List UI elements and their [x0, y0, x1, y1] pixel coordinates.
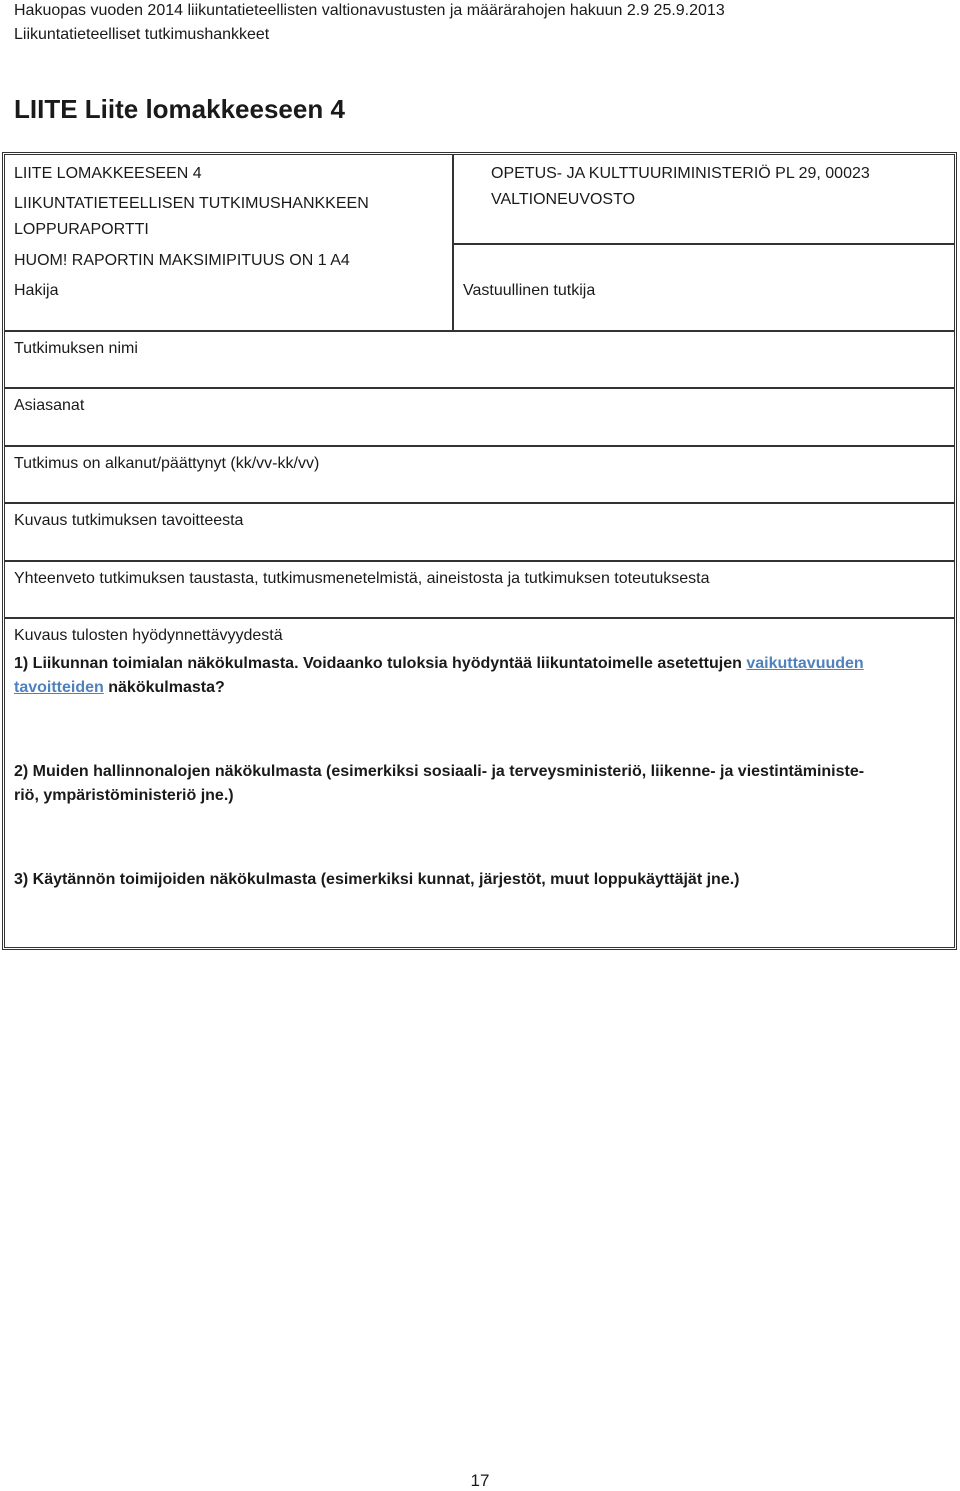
recipient-address-line2: VALTIONEUVOSTO — [491, 191, 636, 208]
summary-field[interactable]: Yhteenveto tutkimuksen taustasta, tutkimusmenetelmistä, aineistosta ja tutkimuksen toteutuksesta — [14, 570, 710, 587]
responsible-researcher-field[interactable]: Vastuullinen tutkija — [463, 282, 596, 299]
row-divider — [5, 387, 955, 389]
research-name-field[interactable]: Tutkimuksen nimi — [14, 340, 138, 357]
form-reference-label: LIITE LOMAKKEESEEN 4 — [14, 165, 202, 182]
question-1-line2 — [14, 679, 225, 697]
running-header-title: Hakuopas vuoden 2014 liikuntatieteellisten valtionavustusten ja määrärahojen hakuun 2.9 25.9.2013 — [14, 2, 725, 19]
goals-link[interactable]: tavoitteiden — [14, 679, 104, 696]
max-length-note: HUOM! RAPORTIN MAKSIMIPITUUS ON 1 A4 — [14, 252, 350, 269]
row-divider — [5, 502, 955, 504]
page-title: LIITE Liite lomakkeeseen 4 — [14, 94, 345, 124]
row-divider — [5, 560, 955, 562]
row-divider — [5, 445, 955, 447]
form-type-label: LOPPURAPORTTI — [14, 221, 149, 238]
effectiveness-link[interactable]: vaikuttavuuden — [746, 655, 864, 672]
goal-description-field[interactable]: Kuvaus tutkimuksen tavoitteesta — [14, 512, 244, 529]
keywords-field[interactable]: Asiasanat — [14, 397, 85, 414]
row-divider — [5, 330, 955, 332]
page-number: 17 — [470, 1471, 490, 1490]
question-2-line2: riö, ympäristöministeriö jne.) — [14, 787, 234, 804]
usefulness-heading: Kuvaus tulosten hyödynnettävyydestä — [14, 627, 283, 644]
recipient-box-divider — [452, 243, 955, 245]
research-dates-field[interactable]: Tutkimus on alkanut/päättynyt (kk/vv-kk/vv) — [14, 455, 320, 472]
question-3: 3) Käytännön toimijoiden näkökulmasta (esimerkiksi kunnat, järjestöt, muut loppukäyttäjät jne.) — [14, 871, 740, 888]
usefulness-field[interactable] — [5, 619, 955, 947]
question-2-line1: 2) Muiden hallinnonalojen näkökulmasta (esimerkiksi sosiaali- ja terveysministeriö, liikenne- ja viestintäministe- — [14, 763, 865, 780]
question-1-text: 1) Liikunnan toimialan näkökulmasta. Voidaanko tuloksia hyödyntää liikuntatoimelle asetettujen — [14, 655, 742, 672]
question-1-end: näkökulmasta? — [108, 679, 225, 696]
question-1-line1 — [14, 655, 864, 673]
recipient-address-line1: OPETUS- JA KULTTUURIMINISTERIÖ PL 29, 00023 — [491, 165, 870, 182]
applicant-field[interactable]: Hakija — [14, 282, 59, 299]
running-header-subtitle: Liikuntatieteelliset tutkimushankkeet — [14, 26, 270, 43]
form-name-label: LIIKUNTATIETEELLISEN TUTKIMUSHANKKEEN — [14, 195, 369, 212]
